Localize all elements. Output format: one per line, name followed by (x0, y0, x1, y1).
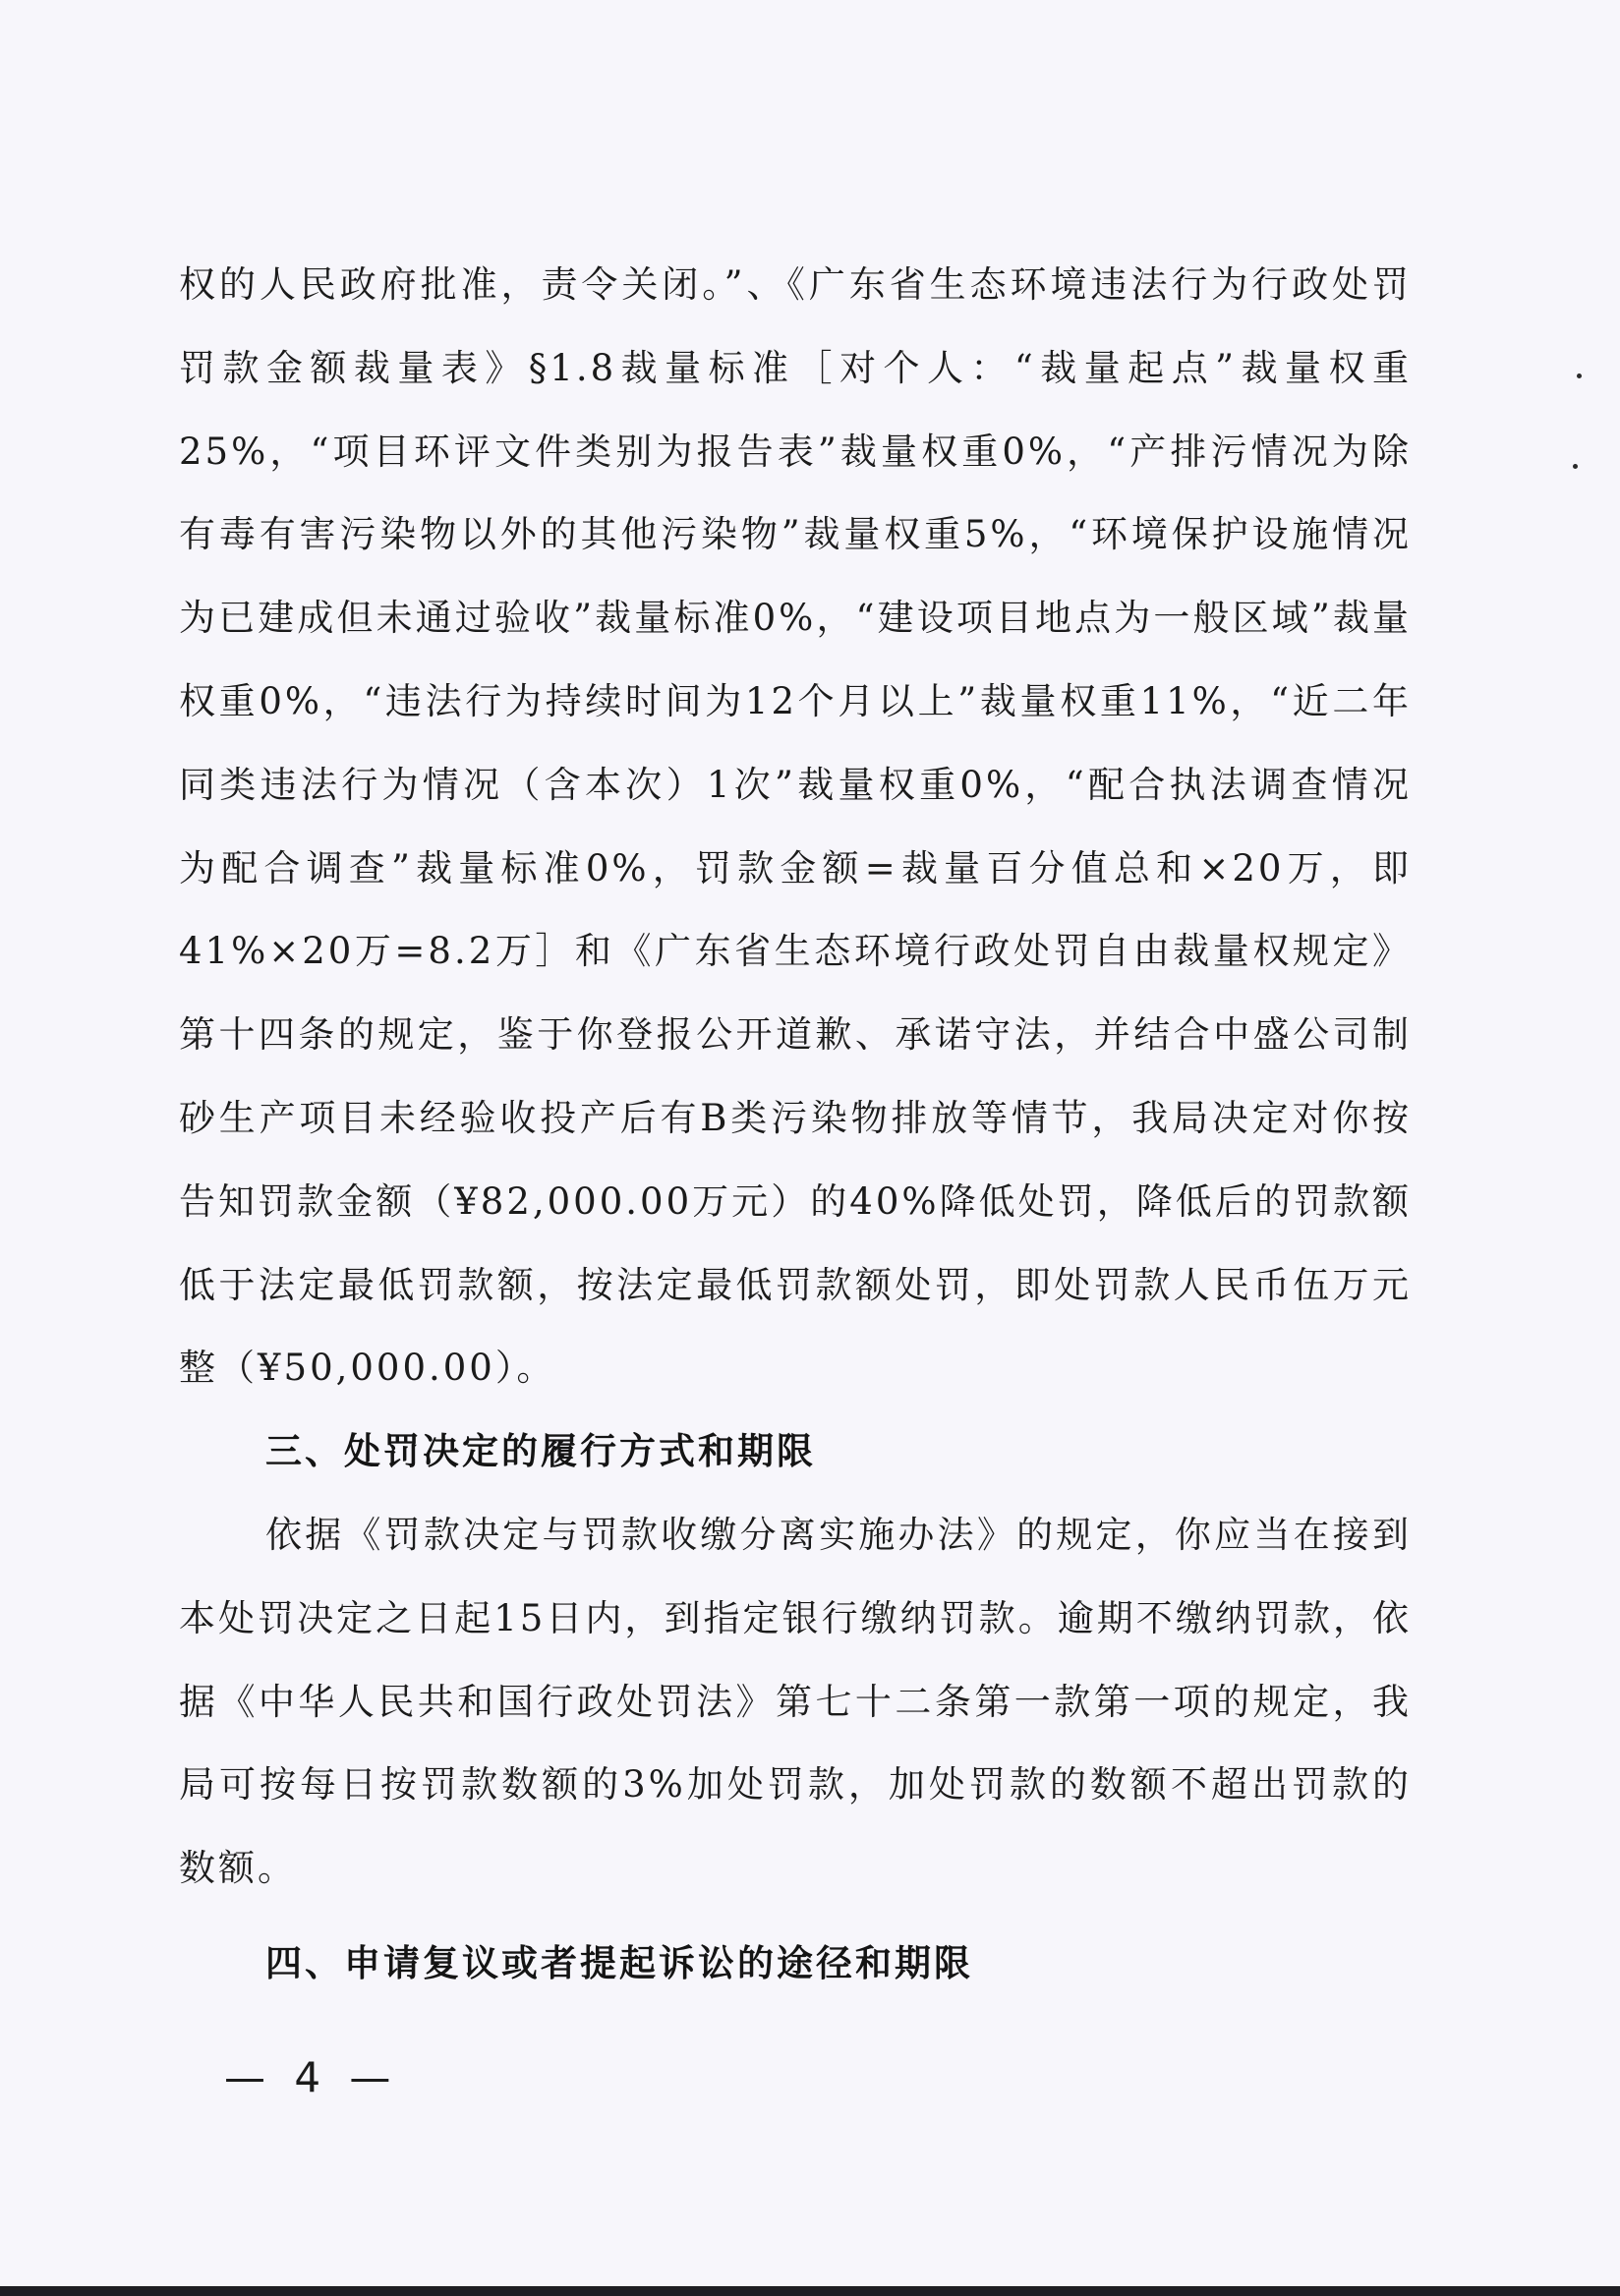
paragraph-penalty-calculation: 权的人民政府批准，责令关闭。”、《广东省生态环境违法行为行政处罚罚款金额裁量表》§1.8裁量标准［对个人：“裁量起点”裁量权重25%，“项目环评文件类别为报告表”裁量权重0%，“产排污情况为除有毒有害污染物以外的其他污染物”裁量权重5%，“环境保护设施情况为已建成但未通过验收”裁量标准0%，“建设项目地点为一般区域”裁量权重0%，“违法行为持续时间为12个月以上”裁量权重11%，“近二年同类违法行为情况（含本次）1次”裁量权重0%，“配合执法调查情况为配合调查”裁量标准0%，罚款金额=裁量百分值总和×20万，即41%×20万=8.2万］和《广东省生态环境行政处罚自由裁量权规定》第十四条的规定，鉴于你登报公开道歉、承诺守法，并结合中盛公司制砂生产项目未经验收投产后有B类污染物排放等情节，我局决定对你按告知罚款金额（¥82,000.00万元）的40%降低处罚，降低后的罚款额低于法定最低罚款额，按法定最低罚款额处罚，即处罚款人民币伍万元整（¥50,000.00）。 (179, 263, 1412, 1390)
scan-edge (0, 2286, 1620, 2296)
section-heading-3: 三、处罚决定的履行方式和期限 (265, 1430, 816, 1473)
page-number: — 4 — (224, 2053, 399, 2101)
section-heading-4: 四、申请复议或者提起诉讼的途径和期限 (265, 1941, 973, 1984)
scan-mark (1577, 373, 1582, 378)
paragraph-payment-method: 依据《罚款决定与罚款收缴分离实施办法》的规定，你应当在接到本处罚决定之日起15日内，到指定银行缴纳罚款。逾期不缴纳罚款，依据《中华人民共和国行政处罚法》第七十二条第一款第一项的规定，我局可按每日按罚款数额的3%加处罚款，加处罚款的数额不超出罚款的数额。 (179, 1513, 1412, 1890)
document-body (179, 244, 1412, 2006)
scan-mark (1573, 464, 1578, 469)
